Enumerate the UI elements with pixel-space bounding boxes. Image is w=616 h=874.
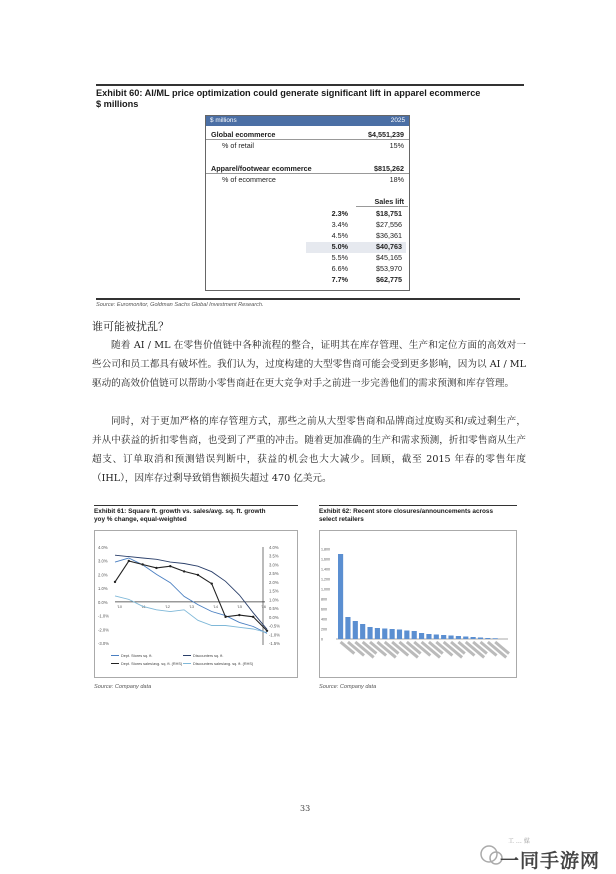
paragraph-2: 同时，对于更加严格的库存管理方式，那些之前从大型零售商和品牌商过度购买和/或过剩生产，并从中获益的折扣零售商，也受到了严重的冲击。随着更加准确的生产和需求预测，折扣零售商从生产超支、订单取消和预测错误判断中，获益的机会也大大减少。回顾，截至 2015 年春的零售年度（IHL），因库存过剩导致销售额损失超过 470 亿美元。 [92, 416, 526, 484]
bar [390, 629, 395, 639]
wechat-icon [481, 846, 497, 862]
exhibit-61-title-line1: Exhibit 61: Square ft. growth vs. sales/avg. sq. ft. growth [94, 508, 266, 515]
series-marker [197, 574, 199, 576]
left-tick-label: 2.0% [98, 572, 108, 578]
exhibit-61-chart-frame [94, 530, 298, 678]
series-marker [128, 560, 130, 562]
bar [448, 636, 453, 640]
right-tick-label: -1.0% [269, 632, 280, 638]
lift-pct: 6.6% [331, 264, 348, 273]
bar [397, 630, 402, 640]
right-tick-label: 4.0% [269, 545, 279, 550]
lift-amount: $36,361 [376, 231, 402, 240]
legend-label: Discounters sq. ft. [193, 654, 224, 658]
apparel-label: Apparel/footwear ecommerce [211, 164, 312, 173]
y-tick-label: 1,600 [321, 557, 330, 562]
global-value: $4,551,239 [368, 130, 404, 139]
right-tick-label: 2.0% [269, 579, 279, 585]
y-tick-label: 1,200 [321, 577, 330, 582]
global-ecommerce-row [206, 130, 409, 140]
right-tick-label: 2.5% [269, 571, 279, 577]
bar [426, 634, 431, 639]
retail-label: % of retail [222, 141, 254, 150]
bar [463, 637, 468, 640]
exhibit-60-source: Source: Euromonitor, Goldman Sachs Global Investment Research. [96, 298, 520, 308]
bar [456, 636, 461, 639]
paragraph-1: 随着 AI / ML 在零售价值链中各种流程的整合，证明其在库存管理、生产和定位方面的高效对一些公司和员工都具有破坏性。我们认为，过度构建的大型零售商可能会受到更多影响，因为以 AI / ML 驱动的高效价值链可以帮助小零售商赶在更大竞争对手之前进一步完善他们的需求预测和库存管理。 [92, 340, 526, 389]
bar [353, 621, 358, 639]
bar [382, 629, 387, 640]
y-tick-label: 800 [321, 597, 327, 602]
legend-label: Discounters sales/avg. sq. ft. (RHS) [193, 662, 254, 666]
x-tick-label: '14 [213, 604, 218, 609]
exhibit-61-line-chart [95, 531, 297, 677]
exhibit-60-title [96, 84, 524, 110]
legend-label: Dept. Stores sales/avg. sq. ft. (RHS) [121, 662, 183, 666]
y-tick-label: 600 [321, 607, 327, 612]
lift-amount: $45,165 [376, 253, 402, 262]
exhibit-60-title-line2: $ millions [96, 99, 139, 109]
bar [345, 617, 350, 639]
exhibit-61-title-line2: yoy % change, equal-weighted [94, 515, 187, 523]
series-marker [224, 616, 226, 618]
exhibit-62-chart-frame [319, 530, 517, 678]
section-title: 谁可能被扰乱？ [92, 320, 169, 333]
exhibit-62-bar-chart [320, 531, 516, 677]
x-tick-label: '16 [261, 604, 266, 609]
table-unit-header: $ millions [210, 117, 237, 124]
x-tick-label: '10 [117, 604, 122, 609]
bar [412, 631, 417, 639]
x-tick-label: '12 [165, 604, 170, 609]
global-label: Global ecommerce [211, 130, 276, 139]
lift-pct: 4.5% [331, 231, 348, 240]
exhibit-62-source: Source: Company data [319, 684, 377, 690]
right-tick-label: 0.0% [269, 614, 279, 620]
y-tick-label: 400 [321, 617, 327, 622]
series-marker [211, 582, 213, 584]
bar [367, 627, 372, 639]
right-tick-label: 3.0% [269, 562, 279, 568]
right-tick-label: 3.5% [269, 553, 279, 559]
x-tick-label: '11 [141, 604, 146, 609]
table-year-header: 2025 [390, 117, 405, 124]
left-tick-label: -2.0% [98, 627, 109, 633]
lift-pct: 2.3% [331, 209, 348, 218]
left-tick-label: 4.0% [98, 545, 108, 550]
left-tick-label: -3.0% [98, 641, 109, 646]
y-tick-label: 200 [321, 627, 327, 632]
left-tick-label: 3.0% [98, 558, 108, 564]
y-tick-label: 0 [321, 637, 323, 642]
legend-label: Dept. Stores sq. ft. [121, 654, 153, 658]
bar [478, 638, 483, 640]
exhibit-60-title-line1: Exhibit 60: AI/ML price optimization could generate significant lift in apparel ecommerce [96, 88, 481, 98]
series-line-3 [115, 561, 267, 631]
exhibit-62-title-line1: Exhibit 62: Recent store closures/announcements across [319, 508, 494, 515]
bar [485, 638, 490, 639]
series-marker [169, 565, 171, 567]
sales-lift-row [306, 253, 406, 264]
sales-lift-row [306, 275, 406, 286]
sales-lift-header: Sales lift [356, 197, 408, 207]
lift-pct: 7.7% [331, 275, 348, 284]
lift-amount: $27,556 [376, 220, 402, 229]
y-tick-label: 1,400 [321, 567, 330, 572]
exhibit-62-title [319, 505, 517, 523]
retail-value: 15% [389, 141, 404, 150]
series-marker [114, 581, 116, 583]
series-marker [183, 570, 185, 572]
series-marker [141, 563, 143, 565]
right-tick-label: 1.5% [269, 588, 279, 594]
lift-pct: 5.0% [331, 242, 348, 251]
series-marker [155, 567, 157, 569]
x-tick-label: '13 [189, 604, 194, 609]
exhibit-60-table [205, 115, 410, 291]
watermark-small-text: 工 … 媒 [508, 838, 530, 845]
lift-amount: $53,970 [376, 264, 402, 273]
exhibit-61-title [94, 505, 298, 523]
lift-amount: $18,751 [376, 209, 402, 218]
bar [434, 635, 439, 640]
bar [404, 631, 409, 640]
bar [360, 624, 365, 639]
watermark-brand: 一同手游网 [500, 850, 601, 872]
series-line-1 [115, 558, 267, 633]
sales-lift-row [306, 242, 406, 253]
series-line-2 [115, 555, 267, 629]
bar [375, 628, 380, 639]
bar [493, 638, 498, 639]
series-marker [266, 630, 268, 632]
sales-lift-row [306, 264, 406, 275]
bar [471, 637, 476, 639]
exhibit-62-title-line2: select retailers [319, 515, 364, 523]
left-tick-label: 0.0% [98, 599, 108, 605]
right-tick-label: 1.0% [269, 597, 279, 603]
left-tick-label: -1.0% [98, 613, 109, 619]
sales-lift-row [306, 209, 406, 220]
bar [441, 635, 446, 639]
ecom-value: 18% [389, 175, 404, 184]
retail-share-row [206, 141, 409, 151]
lift-pct: 5.5% [331, 253, 348, 262]
sales-lift-row [306, 231, 406, 242]
ecommerce-share-row [206, 175, 409, 185]
y-tick-label: 1,800 [321, 547, 330, 552]
right-tick-label: -1.5% [269, 641, 280, 646]
exhibit-61-source: Source: Company data [94, 684, 152, 690]
sales-lift-row [306, 220, 406, 231]
apparel-ecommerce-row [206, 164, 409, 174]
bar [338, 554, 343, 639]
series-marker [238, 614, 240, 616]
ecom-label: % of ecommerce [222, 175, 276, 184]
lift-amount: $62,775 [376, 275, 402, 284]
left-tick-label: 1.0% [98, 586, 108, 592]
right-tick-label: 0.5% [269, 606, 279, 612]
x-tick-label: '15 [237, 604, 242, 609]
y-tick-label: 1,000 [321, 587, 330, 592]
bar [419, 633, 424, 639]
table-header [206, 116, 409, 126]
apparel-value: $815,262 [374, 164, 404, 173]
series-marker [252, 616, 254, 618]
lift-amount: $40,763 [376, 242, 402, 251]
right-tick-label: -0.5% [269, 623, 280, 629]
lift-pct: 3.4% [331, 220, 348, 229]
page-number: 33 [300, 804, 311, 813]
